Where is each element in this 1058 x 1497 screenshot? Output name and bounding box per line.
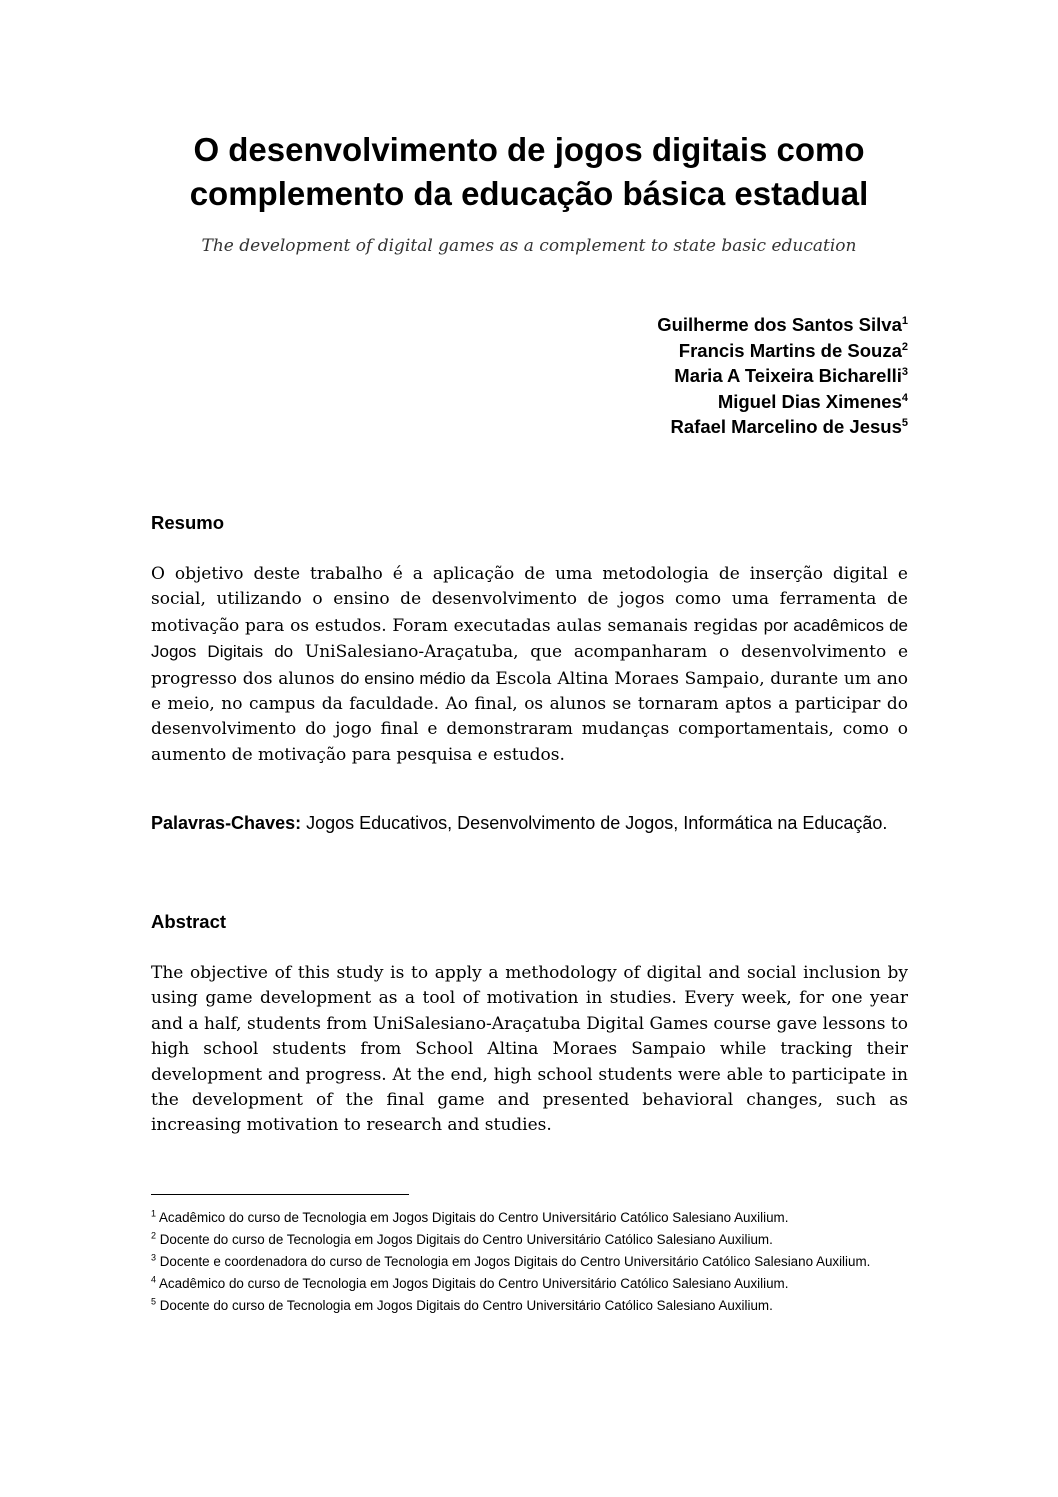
footnote-mark: 1: [151, 1208, 157, 1219]
footnotes: [151, 1207, 908, 1317]
keywords-label: Palavras-Chaves:: [151, 813, 302, 833]
author-1: [657, 312, 908, 338]
author-footnote-mark[interactable]: 2: [901, 340, 908, 353]
resumo-text-2: por acadêmicos de Jogos Digitais do: [151, 615, 908, 662]
footnote-text: Docente do curso de Tecnologia em Jogos Digitais do Centro Universitário Católico Salesiano Auxilium.: [156, 1298, 773, 1313]
resumo-text-3: UniSalesiano-Araçatuba, que acompanharam o desenvolvimento e progresso dos alunos: [151, 642, 908, 689]
footnote-1: [151, 1207, 908, 1229]
title-line-1: O desenvolvimento de jogos digitais como: [193, 131, 865, 168]
abstract-paragraph: The objective of this study is to apply a methodology of digital and social inclusion by using game development as a tool of motivation in studies. Every week, for one year and a half, students from UniSalesiano-Araçatuba Digital Games course gave lessons to high school students from School Altina Moraes Sampaio while tracking their development and progress. At the end, high school students were able to participate in the development of the final game and presented behavioral changes, such as increasing motivation to research and studies.: [151, 963, 908, 1136]
resumo-text-5: Escola Altina Moraes Sampaio, durante um ano e meio, no campus da faculdade. Ao final, os alunos se tornaram aptos a participar do desenvolvimento do jogo final e demonstraram mudanças comportamentais, como o aumento de motivação para pesquisa e estudos.: [151, 668, 909, 765]
author-name: Francis Martins de Souza: [678, 339, 902, 361]
resumo-text-1: O objetivo deste trabalho é a aplicação de uma metodologia de inserção digital e social, utilizando o ensino de desenvolvimento de jogos como uma ferramenta de motivação para os estudos. Foram executadas aulas semanais regidas: [151, 564, 908, 636]
footnote-2: [151, 1229, 908, 1251]
english-subtitle: The development of digital games as a complement to state basic education: [201, 236, 857, 256]
resumo-paragraph: [151, 562, 908, 768]
author-list: [657, 312, 908, 440]
author-5: [657, 414, 908, 440]
footnote-text: Acadêmico do curso de Tecnologia em Jogos Digitais do Centro Universitário Católico Salesiano Auxilium.: [156, 1276, 789, 1291]
author-name: Guilherme dos Santos Silva: [657, 314, 902, 335]
footnote-mark: 5: [151, 1296, 157, 1307]
footnote-text: Docente e coordenadora do curso de Tecnologia em Jogos Digitais do Centro Universitário Católico Salesiano Auxilium.: [156, 1254, 871, 1269]
author-footnote-mark[interactable]: 3: [901, 365, 908, 378]
keywords: [151, 810, 908, 836]
footnote-text: Docente do curso de Tecnologia em Jogos Digitais do Centro Universitário Católico Salesiano Auxilium.: [156, 1232, 773, 1247]
resumo-text-4: do ensino médio da: [340, 668, 490, 688]
title-line-2: complemento da educação básica estadual: [189, 175, 869, 212]
footnote-text: Acadêmico do curso de Tecnologia em Jogos Digitais do Centro Universitário Católico Salesiano Auxilium.: [156, 1210, 789, 1225]
author-3: [657, 363, 908, 389]
author-name: Maria A Teixeira Bicharelli: [674, 365, 902, 386]
author-4: [657, 389, 908, 415]
footnote-4: [151, 1273, 908, 1295]
paper-title: [100, 128, 958, 216]
footnote-mark: 3: [151, 1252, 157, 1263]
author-footnote-mark[interactable]: 1: [901, 314, 908, 327]
footnote-mark: 2: [151, 1230, 157, 1241]
footnote-separator: [151, 1194, 409, 1195]
footnote-mark: 4: [151, 1274, 157, 1285]
author-name: Miguel Dias Ximenes: [717, 390, 902, 412]
author-name: Rafael Marcelino de Jesus: [670, 416, 902, 437]
author-2: [657, 338, 908, 364]
abstract-heading: Abstract: [151, 911, 227, 932]
footnote-3: [151, 1251, 908, 1273]
author-footnote-mark[interactable]: 5: [901, 416, 908, 429]
resumo-heading: Resumo: [151, 512, 224, 533]
author-footnote-mark[interactable]: 4: [901, 391, 908, 404]
footnote-5: [151, 1295, 908, 1317]
keywords-text: Jogos Educativos, Desenvolvimento de Jogos, Informática na Educação.: [301, 813, 888, 833]
